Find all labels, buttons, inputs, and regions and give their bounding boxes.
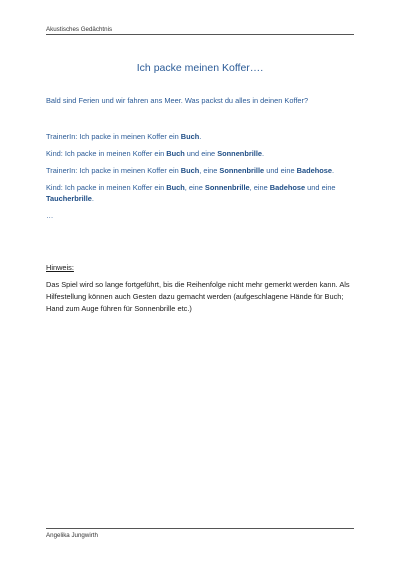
hint-heading: Hinweis: [46,263,74,272]
packed-item: Buch [180,132,200,141]
intro-text: Bald sind Ferien und wir fahren ans Meer. Was packst du alles in deinen Koffer? [46,96,309,105]
dialog-text: Ich packe in meinen Koffer ein [77,166,181,175]
dialog-text: Ich packe in meinen Koffer ein [62,183,167,192]
dialog-block [46,131,360,227]
dialog-text: und eine [305,183,336,192]
dialog-line [46,148,360,159]
page-title: Ich packe meinen Koffer…. [136,62,264,74]
dialog-text: , eine [184,183,205,192]
dialog-text: . [91,194,94,203]
hint-text: Das Spiel wird so lange fortgeführt, bis die Reihenfolge nicht mehr gemerkt werden kann. Als Hilfestellung können auch Gesten dazu gemacht werden (aufgeschlagene Hände für Buch; Hand zum Auge führen für Sonnenbrille etc.) [46,280,350,313]
packed-item: Sonnenbrille [204,183,250,192]
packed-item: Buch [166,183,185,192]
dialog-text: . [331,166,335,175]
packed-item: Badehose [269,183,306,192]
dialog-text: und eine [264,166,297,175]
dialog-speaker: Kind: [46,149,63,158]
dialog-speaker: TrainerIn: [46,166,78,175]
packed-item: Buch [180,166,200,175]
dialog-line [46,165,360,176]
packed-item: Buch [166,149,185,158]
packed-item: Sonnenbrille [219,166,265,175]
page-footer-author: Angelika Jungwirth [46,532,98,539]
dialog-line [46,131,360,142]
dialog-text: . [199,132,202,141]
dialog-text: und eine [184,149,218,158]
page-header: Akustisches Gedächtnis [46,26,113,33]
dialog-text: , eine [249,183,270,192]
dialog-speaker: TrainerIn: [46,132,78,141]
dialog-text: , eine [199,166,220,175]
dialog-speaker: Kind: [46,183,63,192]
footer-divider [46,528,354,529]
packed-item: Taucherbrille [46,194,92,203]
packed-item: Sonnenbrille [217,149,262,158]
header-divider [46,34,354,35]
packed-item: Badehose [296,166,332,175]
dialog-text: Ich packe in meinen Koffer ein [62,149,167,158]
dialog-text: . [261,149,265,158]
dialog-text: Ich packe in meinen Koffer ein [77,132,181,141]
dialog-line [46,182,360,204]
ellipsis: … [46,211,54,220]
